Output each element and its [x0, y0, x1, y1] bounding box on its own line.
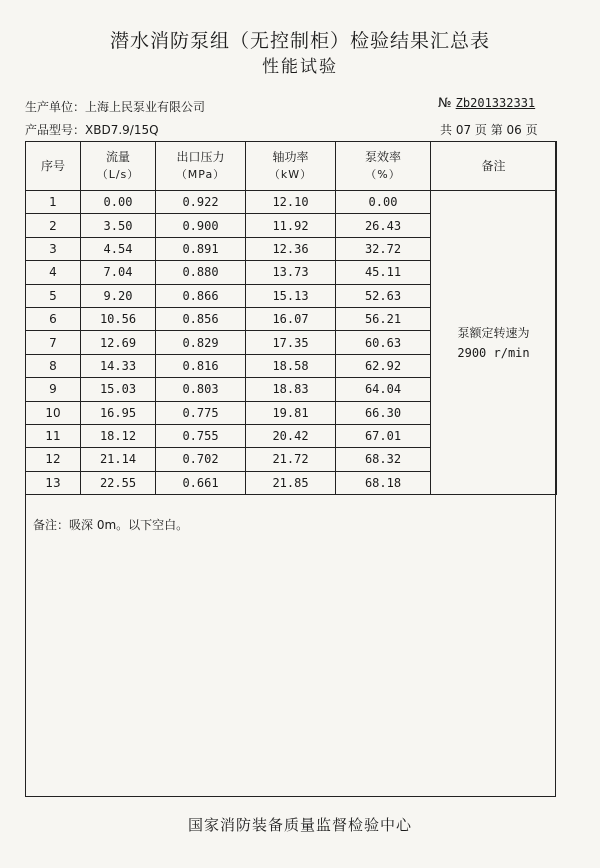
cell-pressure: 0.891	[156, 237, 246, 260]
cell-index: 3	[26, 237, 81, 260]
cell-flow: 10.56	[81, 307, 156, 330]
cell-power: 15.13	[246, 284, 336, 307]
cell-index: 1	[26, 191, 81, 214]
cell-flow: 3.50	[81, 214, 156, 237]
cell-flow: 14.33	[81, 354, 156, 377]
cell-index: 4	[26, 261, 81, 284]
cell-pressure: 0.661	[156, 471, 246, 494]
cell-pressure: 0.775	[156, 401, 246, 424]
footer-org: 国家消防装备质量监督检验中心	[187, 816, 412, 834]
document-subtitle: 性能试验	[262, 57, 338, 77]
header-power-unit: （kW）	[268, 168, 313, 181]
cell-pressure: 0.816	[156, 354, 246, 377]
header-index: 序号	[26, 142, 81, 191]
cell-pressure: 0.803	[156, 378, 246, 401]
cell-index: 8	[26, 354, 81, 377]
cell-efficiency: 56.21	[336, 307, 431, 330]
page-info: 共 07 页 第 06 页	[440, 123, 538, 137]
cell-power: 18.83	[246, 378, 336, 401]
report-no-symbol: №	[438, 96, 452, 111]
cell-power: 21.72	[246, 448, 336, 471]
results-table	[25, 141, 557, 495]
report-number	[438, 96, 535, 111]
cell-efficiency: 67.01	[336, 424, 431, 447]
remarks-line-2: 2900 r/min	[457, 345, 530, 360]
cell-power: 20.42	[246, 424, 336, 447]
table-row	[26, 191, 557, 214]
cell-power: 17.35	[246, 331, 336, 354]
header-flow: 流量 （L/s）	[81, 142, 156, 191]
cell-index: 13	[26, 471, 81, 494]
cell-flow: 15.03	[81, 378, 156, 401]
cell-flow: 4.54	[81, 237, 156, 260]
cell-efficiency: 66.30	[336, 401, 431, 424]
cell-pressure: 0.755	[156, 424, 246, 447]
cell-flow: 21.14	[81, 448, 156, 471]
header-efficiency: 泵效率 （%）	[336, 142, 431, 191]
cell-index: 7	[26, 331, 81, 354]
cell-index: 5	[26, 284, 81, 307]
cell-power: 16.07	[246, 307, 336, 330]
manufacturer-value: 上海上民泵业有限公司	[85, 100, 206, 114]
header-flow-unit: （L/s）	[96, 168, 140, 181]
cell-power: 12.36	[246, 237, 336, 260]
cell-flow: 0.00	[81, 191, 156, 214]
header-efficiency-unit: （%）	[365, 168, 401, 181]
cell-index: 10	[26, 401, 81, 424]
cell-efficiency: 26.43	[336, 214, 431, 237]
cell-index: 11	[26, 424, 81, 447]
manufacturer-line	[25, 98, 205, 115]
cell-flow: 16.95	[81, 401, 156, 424]
cell-power: 19.81	[246, 401, 336, 424]
cell-index: 12	[26, 448, 81, 471]
document-title: 潜水消防泵组（无控制柜）检验结果汇总表	[109, 30, 490, 52]
cell-pressure: 0.866	[156, 284, 246, 307]
header-remarks: 备注	[431, 142, 557, 191]
cell-efficiency: 52.63	[336, 284, 431, 307]
manufacturer-label: 生产单位：	[25, 100, 86, 114]
cell-pressure: 0.856	[156, 307, 246, 330]
cell-index: 6	[26, 307, 81, 330]
cell-power: 13.73	[246, 261, 336, 284]
cell-flow: 9.20	[81, 284, 156, 307]
header-pressure-unit: （MPa）	[175, 168, 226, 181]
cell-pressure: 0.702	[156, 448, 246, 471]
cell-power: 18.58	[246, 354, 336, 377]
cell-flow: 22.55	[81, 471, 156, 494]
cell-efficiency: 60.63	[336, 331, 431, 354]
cell-index: 9	[26, 378, 81, 401]
cell-flow: 18.12	[81, 424, 156, 447]
cell-pressure: 0.922	[156, 191, 246, 214]
remarks-cell	[431, 191, 557, 495]
cell-efficiency: 45.11	[336, 261, 431, 284]
cell-pressure: 0.829	[156, 331, 246, 354]
cell-power: 11.92	[246, 214, 336, 237]
cell-efficiency: 32.72	[336, 237, 431, 260]
cell-flow: 12.69	[81, 331, 156, 354]
remarks-line-1: 泵额定转速为	[457, 325, 530, 340]
report-no-value: Zb201332331	[455, 96, 536, 110]
cell-efficiency: 68.32	[336, 448, 431, 471]
header-pressure: 出口压力 （MPa）	[156, 142, 246, 191]
cell-efficiency: 0.00	[336, 191, 431, 214]
table-header-row	[26, 142, 557, 191]
cell-efficiency: 64.04	[336, 378, 431, 401]
cell-flow: 7.04	[81, 261, 156, 284]
cell-efficiency: 68.18	[336, 471, 431, 494]
cell-power: 21.85	[246, 471, 336, 494]
cell-index: 2	[26, 214, 81, 237]
cell-pressure: 0.880	[156, 261, 246, 284]
model-label: 产品型号：	[25, 123, 86, 137]
model-value: XBD7.9/15Q	[85, 123, 159, 137]
cell-pressure: 0.900	[156, 214, 246, 237]
header-power: 轴功率 （kW）	[246, 142, 336, 191]
cell-efficiency: 62.92	[336, 354, 431, 377]
cell-power: 12.10	[246, 191, 336, 214]
note-text: 备注：吸深 0m。以下空白。	[33, 518, 189, 532]
model-line	[25, 121, 159, 138]
